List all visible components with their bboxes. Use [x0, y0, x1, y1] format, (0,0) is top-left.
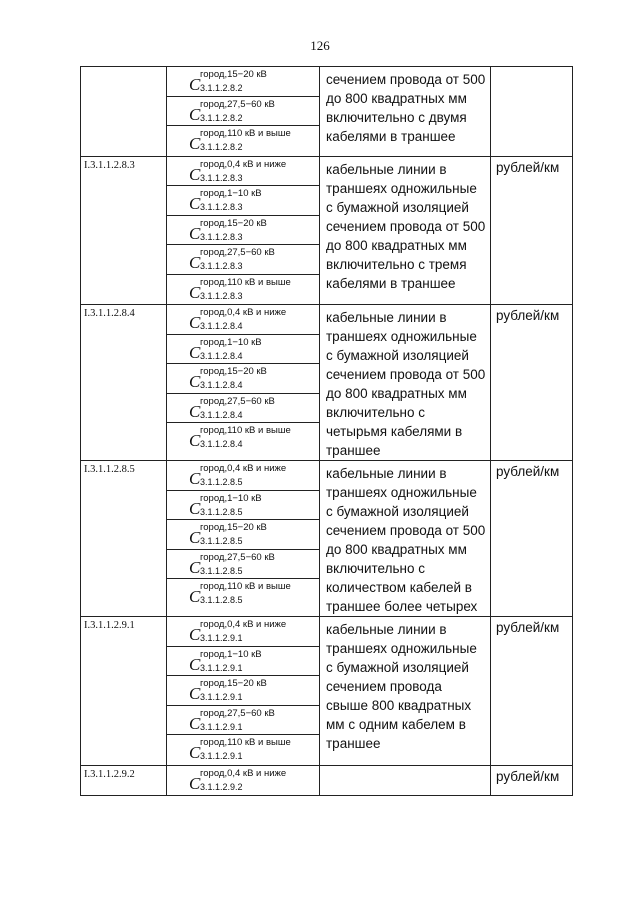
formula-superscript: город,0,4 кВ и ниже: [200, 463, 287, 474]
formula-superscript: город,0,4 кВ и ниже: [200, 158, 287, 170]
formula-symbol: C: [189, 104, 201, 124]
page-number: 126: [310, 38, 330, 53]
table-row: [81, 156, 573, 305]
formula-subscript: 3.1.1.2.9.1: [200, 662, 243, 673]
formula-symbol: C: [189, 498, 201, 518]
formula-symbol: C: [189, 654, 201, 674]
formula-symbol: C: [189, 587, 201, 606]
formula-cell: [167, 765, 320, 796]
formula: [167, 394, 319, 424]
table-row: [81, 461, 573, 617]
formula-cell: [167, 617, 320, 766]
formula-subscript: 3.1.1.2.8.2: [200, 83, 243, 93]
formula-superscript: город,27,5−60 кВ: [200, 707, 275, 719]
formula: [167, 617, 319, 647]
row-code: I.3.1.1.2.9.1: [81, 617, 167, 766]
formula-subscript: 3.1.1.2.9.1: [200, 692, 243, 702]
formula: [167, 335, 319, 365]
row-unit: рублей/км: [491, 617, 573, 766]
formula-superscript: город,15−20 кВ: [200, 522, 267, 533]
formula-subscript: 3.1.1.2.8.3: [200, 202, 243, 212]
formula-symbol: C: [189, 743, 201, 762]
formula-symbol: C: [189, 223, 201, 243]
formula-subscript: 3.1.1.2.8.3: [200, 290, 243, 301]
formula-symbol: C: [189, 134, 201, 153]
formula-symbol: C: [189, 401, 201, 421]
formula-superscript: город,27,5−60 кВ: [200, 395, 275, 407]
row-unit: [491, 67, 573, 157]
formula-subscript: 3.1.1.2.8.4: [200, 439, 243, 449]
formula-superscript: город,15−20 кВ: [200, 678, 267, 689]
formula-symbol: C: [189, 625, 201, 644]
tariff-table: [80, 66, 573, 796]
formula-superscript: город,1−10 кВ: [200, 492, 262, 504]
row-code: I.3.1.1.2.8.4: [81, 305, 167, 461]
formula-symbol: C: [189, 713, 201, 733]
formula-superscript: город,27,5−60 кВ: [200, 551, 275, 563]
table-row: [81, 305, 573, 461]
formula-superscript: город,110 кВ и выше: [200, 276, 291, 288]
row-description: кабельные линии в траншеях одножильные с бумажной изоляцией сечением провода свыше 800 квадратных мм с одним кабелем в траншее: [320, 617, 491, 766]
formula-superscript: город,1−10 кВ: [200, 648, 262, 660]
table-row: [81, 765, 573, 796]
formula-symbol: C: [189, 684, 201, 703]
formula: [167, 491, 319, 521]
formula-symbol: C: [189, 342, 201, 362]
formula-superscript: город,27,5−60 кВ: [200, 98, 275, 110]
formula-cell: [167, 156, 320, 305]
row-unit: рублей/км: [491, 765, 573, 796]
formula-subscript: 3.1.1.2.8.5: [200, 536, 243, 546]
row-unit: рублей/км: [491, 156, 573, 305]
formula-subscript: 3.1.1.2.8.5: [200, 595, 243, 605]
formula-subscript: 3.1.1.2.8.4: [200, 321, 243, 331]
formula-subscript: 3.1.1.2.8.2: [200, 112, 243, 123]
formula-superscript: город,0,4 кВ и ниже: [200, 619, 287, 630]
formula-symbol: C: [189, 773, 201, 793]
formula: [167, 706, 319, 736]
formula: [167, 216, 319, 246]
formula-subscript: 3.1.1.2.8.5: [200, 506, 243, 517]
formula-cell: [167, 67, 320, 157]
formula: [167, 579, 319, 609]
formula: [167, 157, 319, 187]
row-code: I.3.1.1.2.9.2: [81, 765, 167, 796]
formula: [167, 275, 319, 305]
formula: [167, 550, 319, 580]
formula: [167, 766, 319, 796]
formula-symbol: C: [189, 313, 201, 332]
formula-symbol: C: [189, 75, 201, 94]
formula-superscript: город,110 кВ и выше: [200, 581, 291, 592]
formula-symbol: C: [189, 469, 201, 488]
formula-subscript: 3.1.1.2.9.2: [200, 781, 243, 792]
formula-superscript: город,27,5−60 кВ: [200, 247, 275, 258]
formula-superscript: город,1−10 кВ: [200, 336, 262, 348]
formula: [167, 305, 319, 335]
formula-symbol: C: [189, 253, 201, 272]
row-code: I.3.1.1.2.8.3: [81, 156, 167, 305]
table-body: [81, 67, 573, 796]
formula-superscript: город,0,4 кВ и ниже: [200, 767, 287, 779]
row-description: кабельные линии в траншеях одножильные с бумажной изоляцией сечением провода от 500 до 800 квадратных мм включительно с тремя кабелями в траншее: [320, 156, 491, 305]
formula-symbol: C: [189, 557, 201, 577]
formula: [167, 735, 319, 765]
formula-subscript: 3.1.1.2.8.4: [200, 350, 243, 361]
formula: [167, 676, 319, 706]
row-description: сечением провода от 500 до 800 квадратных мм включительно с двумя кабелями в траншее: [320, 67, 491, 157]
formula: [167, 364, 319, 394]
formula-subscript: 3.1.1.2.8.2: [200, 142, 243, 152]
formula-subscript: 3.1.1.2.9.1: [200, 721, 243, 732]
formula-subscript: 3.1.1.2.8.3: [200, 261, 243, 271]
row-unit: рублей/км: [491, 461, 573, 617]
formula-symbol: C: [189, 282, 201, 302]
row-code: I.3.1.1.2.8.5: [81, 461, 167, 617]
row-unit: рублей/км: [491, 305, 573, 461]
formula-subscript: 3.1.1.2.8.5: [200, 477, 243, 487]
formula-symbol: C: [189, 431, 201, 450]
formula-superscript: город,15−20 кВ: [200, 217, 267, 229]
row-description: кабельные линии в траншеях одножильные с бумажной изоляцией сечением провода от 500 до 800 квадратных мм включительно с количеством кабелей в траншее более четырех: [320, 461, 491, 617]
row-description: [320, 765, 491, 796]
formula-symbol: C: [189, 164, 201, 184]
formula-subscript: 3.1.1.2.9.1: [200, 751, 243, 761]
formula-superscript: город,15−20 кВ: [200, 366, 267, 377]
formula-superscript: город,1−10 кВ: [200, 188, 262, 199]
formula-subscript: 3.1.1.2.8.4: [200, 380, 243, 390]
formula-subscript: 3.1.1.2.8.5: [200, 565, 243, 576]
formula-cell: [167, 305, 320, 461]
formula-superscript: город,110 кВ и выше: [200, 128, 291, 139]
formula-superscript: город,15−20 кВ: [200, 69, 267, 80]
formula: [167, 647, 319, 677]
formula-subscript: 3.1.1.2.8.3: [200, 172, 243, 183]
formula-symbol: C: [189, 528, 201, 547]
formula-cell: [167, 461, 320, 617]
formula: [167, 520, 319, 550]
row-code: [81, 67, 167, 157]
formula-subscript: 3.1.1.2.8.3: [200, 231, 243, 242]
table-row: [81, 67, 573, 157]
formula-subscript: 3.1.1.2.9.1: [200, 633, 243, 643]
formula: [167, 423, 319, 453]
formula: [167, 186, 319, 216]
formula: [167, 245, 319, 275]
formula-subscript: 3.1.1.2.8.4: [200, 409, 243, 420]
table-row: [81, 617, 573, 766]
formula-superscript: город,110 кВ и выше: [200, 425, 291, 436]
formula: [167, 97, 319, 127]
row-description: кабельные линии в траншеях одножильные с бумажной изоляцией сечением провода от 500 до 800 квадратных мм включительно с четырьмя кабелями в траншее: [320, 305, 491, 461]
formula: [167, 67, 319, 97]
formula-symbol: C: [189, 194, 201, 213]
formula: [167, 461, 319, 491]
formula-superscript: город,110 кВ и выше: [200, 737, 291, 748]
formula-symbol: C: [189, 372, 201, 391]
formula: [167, 126, 319, 156]
formula-superscript: город,0,4 кВ и ниже: [200, 307, 287, 318]
